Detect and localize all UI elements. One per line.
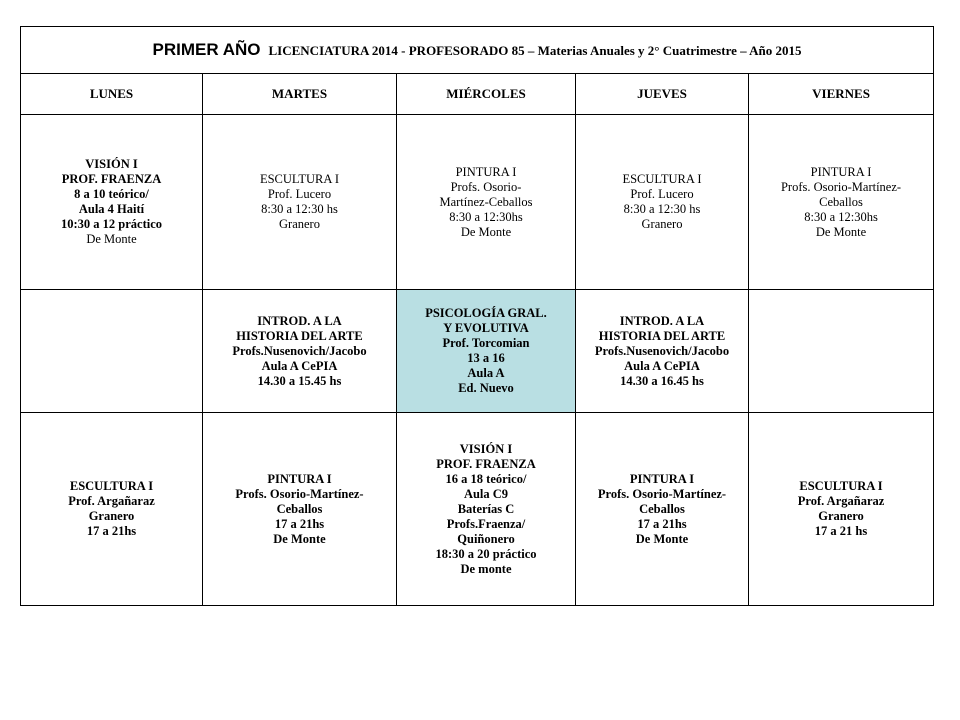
day-header-martes: MARTES — [203, 74, 397, 115]
class-line: HISTORIA DEL ARTE — [598, 328, 726, 343]
class-cell-highlighted — [397, 290, 576, 413]
class-line: Granero — [279, 217, 320, 231]
class-line: ESCULTURA I — [259, 172, 340, 186]
class-line: HISTORIA DEL ARTE — [236, 328, 363, 343]
title-main: PRIMER AÑO — [152, 40, 261, 59]
day-header-miercoles: MIÉRCOLES — [397, 74, 576, 115]
class-cell — [749, 115, 934, 290]
class-line: Quiñonero — [457, 531, 515, 546]
class-line: 17 a 21hs — [86, 524, 137, 538]
class-line: Aula A — [467, 366, 505, 380]
class-line: 8 a 10 teórico/ — [74, 187, 149, 201]
class-line: Profs.Nusenovich/Jacobo — [232, 343, 367, 358]
class-line: Baterías C — [457, 501, 515, 516]
class-line: ESCULTURA I — [69, 479, 154, 493]
class-line: VISIÓN I — [85, 157, 138, 171]
class-line: Aula C9 — [463, 486, 509, 501]
day-header-row — [21, 74, 934, 115]
class-line: Ed. Nuevo — [458, 381, 514, 395]
class-line: 16 a 18 teórico/ — [445, 471, 527, 486]
title-subtitle: LICENCIATURA 2014 - PROFESORADO 85 – Materias Anuales y 2° Cuatrimestre – Año 2015 — [268, 43, 802, 58]
class-line: 14.30 a 15.45 hs — [257, 373, 342, 388]
class-line: Granero — [641, 217, 683, 231]
class-cell — [576, 413, 749, 606]
class-cell — [203, 290, 397, 413]
day-header-jueves: JUEVES — [576, 74, 749, 115]
day-header-lunes: LUNES — [21, 74, 203, 115]
class-line: Martínez-Ceballos — [439, 194, 533, 209]
class-line: 8:30 a 12:30 hs — [623, 202, 701, 216]
day-header-viernes: VIERNES — [749, 74, 934, 115]
class-line: Profs. Osorio- — [450, 179, 522, 194]
class-line: 8:30 a 12:30hs — [804, 209, 878, 224]
class-cell — [203, 115, 397, 290]
schedule-row-evening — [21, 413, 934, 606]
class-line: Profs.Nusenovich/Jacobo — [594, 343, 730, 358]
class-line: Ceballos — [276, 501, 323, 516]
class-line: 8:30 a 12:30hs — [449, 209, 523, 224]
class-cell — [576, 290, 749, 413]
class-cell — [21, 413, 203, 606]
class-cell — [397, 413, 576, 606]
class-line: PINTURA I — [455, 164, 517, 179]
class-line: Prof. Argañaraz — [797, 494, 885, 508]
class-line: 10:30 a 12 práctico — [60, 217, 163, 231]
class-line: PSICOLOGÍA GRAL. — [425, 306, 547, 320]
class-cell — [397, 115, 576, 290]
class-line: ESCULTURA I — [622, 172, 702, 186]
class-line: Prof. Lucero — [267, 187, 332, 201]
class-line: INTROD. A LA — [257, 313, 342, 328]
class-line: Prof. Argañaraz — [68, 494, 155, 508]
class-line: Prof. Lucero — [630, 187, 694, 201]
class-cell — [749, 413, 934, 606]
class-line: Aula A CePIA — [261, 358, 338, 373]
class-line: De Monte — [86, 232, 137, 246]
title-cell — [21, 27, 934, 74]
class-line: Profs.Fraenza/ — [446, 516, 526, 531]
class-line: Aula A CePIA — [624, 358, 700, 373]
class-line: De Monte — [460, 224, 512, 239]
empty-cell — [21, 290, 203, 413]
class-line: 13 a 16 — [467, 351, 505, 365]
class-line: Ceballos — [639, 501, 685, 516]
schedule-sheet — [20, 26, 933, 606]
class-line: PROF. FRAENZA — [436, 456, 536, 471]
class-cell — [203, 413, 397, 606]
title-row — [21, 27, 934, 74]
schedule-table — [20, 26, 934, 606]
class-line: PINTURA I — [629, 471, 695, 486]
class-line: VISIÓN I — [459, 441, 513, 456]
class-line: De Monte — [815, 224, 867, 239]
class-line: 17 a 21 hs — [814, 524, 868, 538]
class-line: PINTURA I — [810, 164, 872, 179]
class-line: De Monte — [635, 531, 689, 546]
class-line: INTROD. A LA — [619, 313, 705, 328]
class-line: Aula 4 Haití — [78, 202, 145, 216]
class-line: Profs. Osorio-Martínez- — [597, 486, 727, 501]
class-line: Profs. Osorio-Martínez- — [235, 486, 364, 501]
schedule-row-morning — [21, 115, 934, 290]
class-line: Granero — [818, 509, 864, 523]
class-line: PROF. FRAENZA — [61, 172, 162, 186]
class-line: De monte — [460, 561, 512, 576]
class-line: 17 a 21hs — [274, 516, 325, 531]
class-cell — [21, 115, 203, 290]
class-line: Granero — [88, 509, 135, 523]
class-line: Prof. Torcomian — [442, 336, 530, 350]
schedule-row-midday — [21, 290, 934, 413]
class-line: De Monte — [273, 531, 326, 546]
class-line: 8:30 a 12:30 hs — [261, 202, 338, 216]
class-line: 18:30 a 20 práctico — [435, 546, 537, 561]
class-line: Profs. Osorio-Martínez- — [780, 179, 902, 194]
empty-cell — [749, 290, 934, 413]
class-cell — [576, 115, 749, 290]
class-line: ESCULTURA I — [799, 479, 883, 493]
class-line: PINTURA I — [267, 471, 332, 486]
class-line: 17 a 21hs — [637, 516, 687, 531]
class-line: Y EVOLUTIVA — [443, 321, 529, 335]
class-line: Ceballos — [819, 194, 863, 209]
class-line: 14.30 a 16.45 hs — [620, 373, 704, 388]
